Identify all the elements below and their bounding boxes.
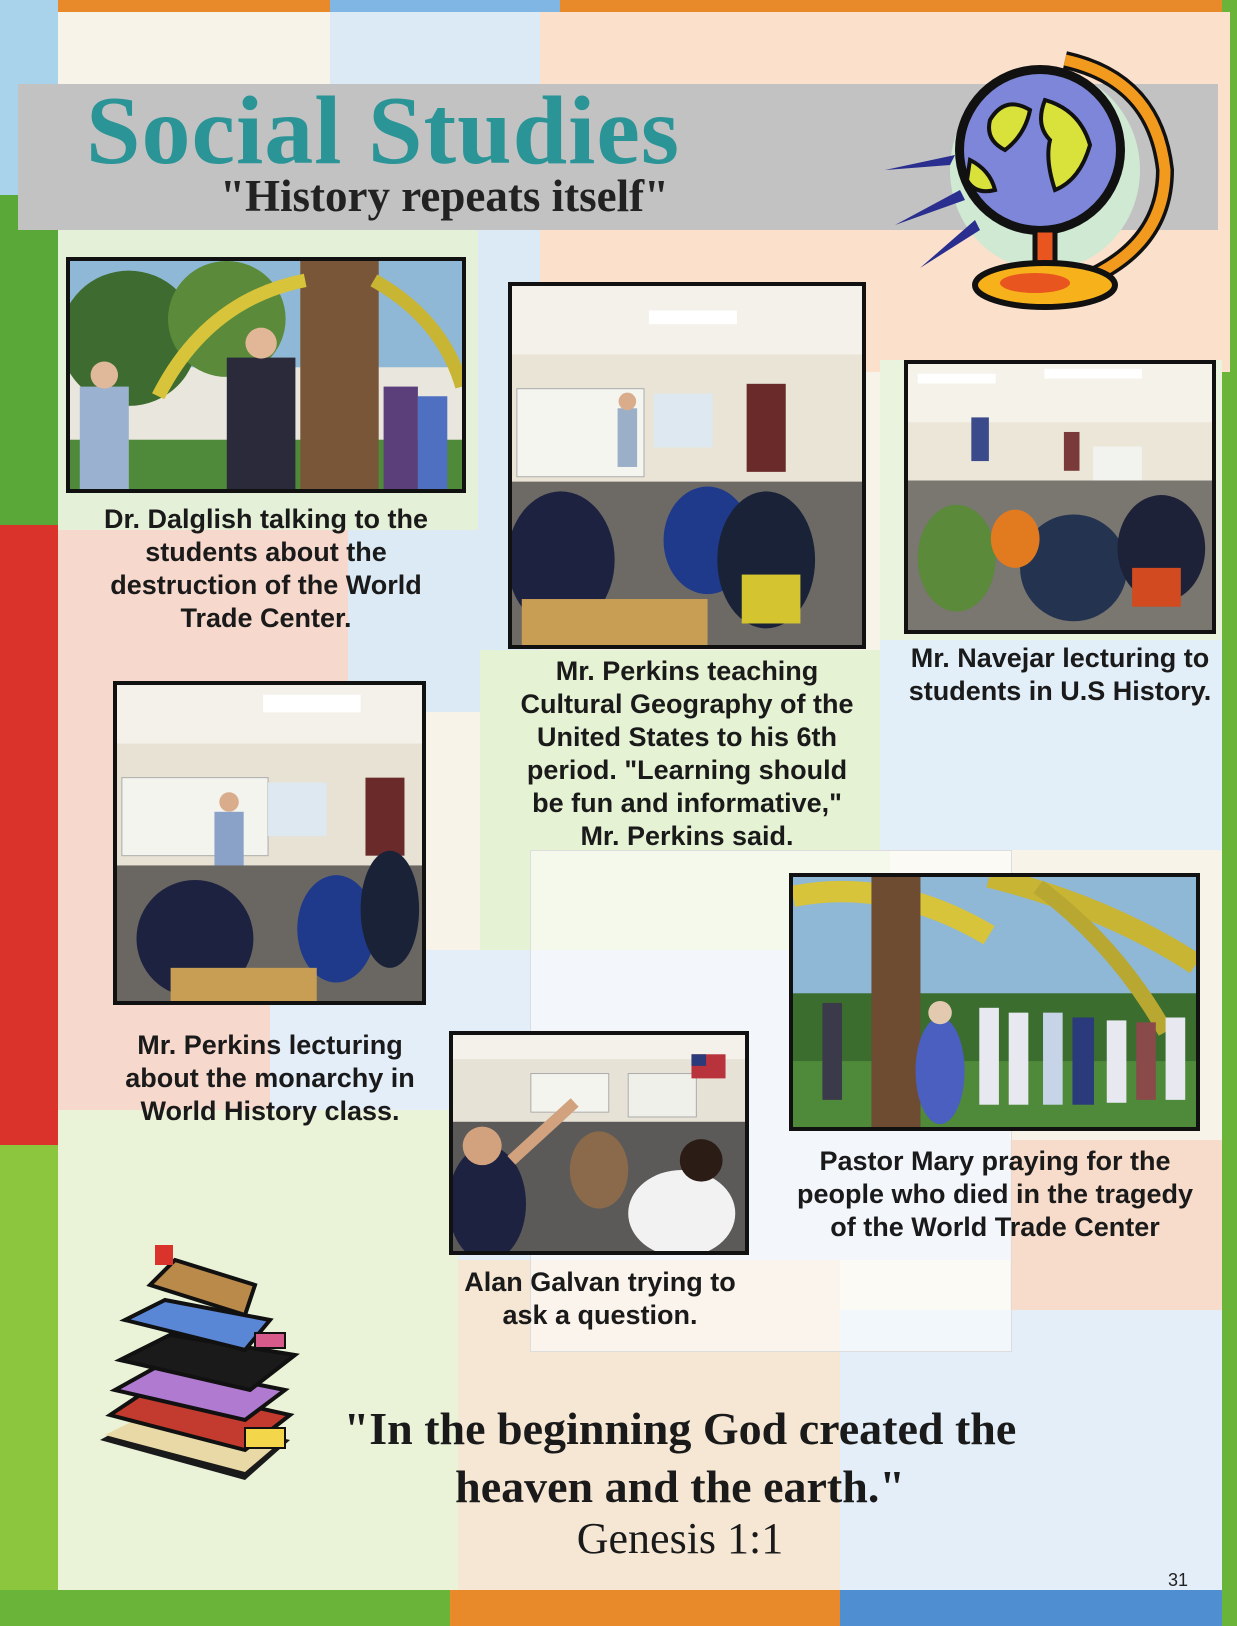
bible-quote: "In the beginning God created the heaven and the earth."	[343, 1403, 1017, 1512]
page-number: 31	[1168, 1570, 1189, 1590]
caption-perkins-geography: Mr. Perkins teaching Cultural Geography of the United States to his 6th period. "Learning should be fun and informative," Mr. Perkins said.	[520, 656, 854, 851]
photo-dalglish	[66, 257, 466, 493]
frame-left-red	[0, 525, 58, 1145]
books-stack-icon	[95, 1240, 305, 1540]
frame-left-lime	[0, 1145, 58, 1626]
frame-bottom-green	[0, 1590, 450, 1626]
quote-source: Genesis 1:1	[576, 1514, 784, 1563]
frame-bottom-blue	[840, 1590, 1237, 1626]
frame-top-blue	[330, 0, 560, 12]
page-subtitle: "History repeats itself"	[220, 171, 670, 221]
photo-perkins-monarchy	[113, 681, 426, 1005]
caption-navejar: Mr. Navejar lecturing to students in U.S History.	[908, 643, 1212, 706]
page-title: Social Studies	[86, 77, 680, 185]
frame-top-orange	[0, 0, 1237, 12]
photo-navejar	[904, 360, 1216, 634]
photo-perkins-geography	[508, 282, 866, 649]
photo-galvan	[449, 1031, 749, 1255]
frame-bottom-orange	[450, 1590, 840, 1626]
caption-dalglish: Dr. Dalglish talking to the students about the destruction of the World Trade Center.	[103, 504, 429, 633]
photo-pastor-mary	[789, 873, 1200, 1131]
caption-perkins-monarchy: Mr. Perkins lecturing about the monarchy in World History class.	[125, 1030, 415, 1126]
caption-galvan: Alan Galvan trying to ask a question.	[464, 1267, 736, 1330]
caption-pastor-mary: Pastor Mary praying for the people who died in the tragedy of the World Trade Center	[796, 1146, 1194, 1242]
frame-left-green	[0, 195, 58, 525]
globe-icon	[875, 40, 1195, 320]
